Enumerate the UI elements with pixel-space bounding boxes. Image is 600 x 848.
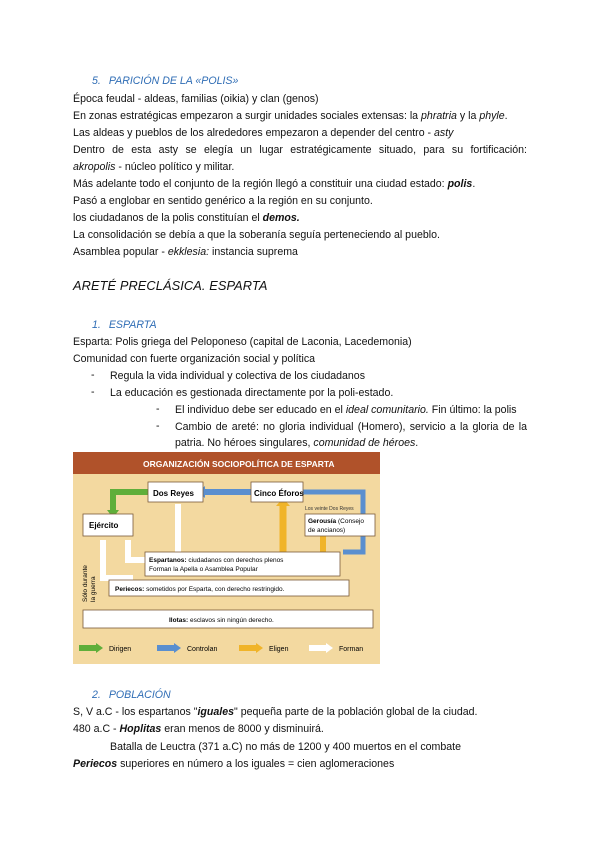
cinco-eforos-label: Cinco Éforos xyxy=(254,489,304,498)
dos-reyes-label: Dos Reyes xyxy=(153,489,194,498)
paragraph-line: Periecos superiores en número a los iguales = cien aglomeraciones xyxy=(73,758,395,770)
sparta-organization-diagram xyxy=(73,452,380,664)
periecos-label: Periecos: sometidos por Esparta, con derecho restringido. xyxy=(115,586,285,593)
sub-bullet-dash: - xyxy=(156,403,160,415)
section-1-heading xyxy=(92,318,157,332)
ilotas-label: Ilotas: esclavos sin ningún derecho. xyxy=(169,617,274,624)
paragraph-line: Comunidad con fuerte organización social y política xyxy=(73,353,316,365)
espartanos-label-line2: Forman la Apella o Asamblea Popular xyxy=(149,566,258,573)
paragraph-line: Dentro de esta asty se elegía un lugar estratégicamente situado, para su fortificación: xyxy=(73,144,527,156)
sub-bullet-dash: - xyxy=(156,420,160,432)
paragraph-line: los ciudadanos de la polis constituían el demos. xyxy=(73,212,300,224)
paragraph-line: En zonas estratégicas empezaron a surgir unidades sociales extensas: la phratria y la phyle. xyxy=(73,110,508,122)
paragraph-line: Pasó a englobar en sentido genérico a la región en su conjunto. xyxy=(73,195,373,207)
espartanos-label: Espartanos: ciudadanos con derechos plenos xyxy=(149,557,284,564)
legend-label: Controlan xyxy=(187,646,218,653)
section-number: 2. xyxy=(92,689,101,701)
gerousia-label-line2: de ancianos) xyxy=(308,527,346,534)
side-label: la guerra xyxy=(90,576,97,602)
gerousia-label: Gerousía (Consejo xyxy=(308,518,365,525)
sub-bullet-item-continued: patria. No héroes singulares, comunidad de héroes. xyxy=(175,437,419,449)
sub-bullet-item: El individuo debe ser educado en el ideal comunitario. Fin último: la polis xyxy=(175,404,517,416)
bullet-dash: - xyxy=(91,386,95,398)
paragraph-line: S, V a.C - los espartanos "iguales" pequeña parte de la población global de la ciudad. xyxy=(73,706,478,718)
sub-bullet-item: Cambio de areté: no gloria individual (Homero), servicio a la gloria de la xyxy=(175,421,527,433)
diagram-title: ORGANIZACIÓN SOCIOPOLÍTICA DE ESPARTA xyxy=(143,459,335,469)
section-number: 1. xyxy=(92,319,101,331)
paragraph-line: Las aldeas y pueblos de los alrededores empezaron a depender del centro - asty xyxy=(73,127,454,139)
legend-label: Dirigen xyxy=(109,646,132,653)
section-title: PARICIÓN DE LA «POLIS» xyxy=(108,75,239,87)
main-heading: ARETÉ PRECLÁSICA. ESPARTA xyxy=(73,278,268,293)
paragraph-line: akropolis - núcleo político y militar. xyxy=(73,161,235,173)
bullet-dash: - xyxy=(91,369,95,381)
legend-label: Eligen xyxy=(269,646,289,653)
section-number: 5. xyxy=(92,75,101,87)
paragraph-line: Época feudal - aldeas, familias (oikia) y clan (genos) xyxy=(73,93,319,105)
bullet-item: Regula la vida individual y colectiva de los ciudadanos xyxy=(110,370,365,382)
paragraph-line: Más adelante todo el conjunto de la región llegó a constituir una ciudad estado: polis. xyxy=(73,178,476,190)
paragraph-line: Asamblea popular - ekklesia: instancia suprema xyxy=(73,246,298,258)
section-title: POBLACIÓN xyxy=(108,689,171,701)
paragraph-line: Esparta: Polis griega del Peloponeso (capital de Laconia, Lacedemonia) xyxy=(73,336,412,348)
section-title: ESPARTA xyxy=(108,319,157,331)
paragraph-line: La consolidación se debía a que la soberanía seguía perteneciendo al pueblo. xyxy=(73,229,440,241)
side-label: Sólo durante xyxy=(82,565,89,602)
gerousia-note: Los veinte Dos Reyes xyxy=(305,506,354,512)
paragraph-line: Batalla de Leuctra (371 a.C) no más de 1200 y 400 muertos en el combate xyxy=(110,741,461,753)
ejercito-label: Ejército xyxy=(89,521,119,530)
legend-label: Forman xyxy=(339,646,364,653)
section-5-heading xyxy=(92,74,238,88)
bullet-item: La educación es gestionada directamente por la poli-estado. xyxy=(110,387,394,399)
section-2-heading xyxy=(92,688,171,702)
paragraph-line: 480 a.C - Hoplitas eran menos de 8000 y disminuirá. xyxy=(73,723,324,735)
